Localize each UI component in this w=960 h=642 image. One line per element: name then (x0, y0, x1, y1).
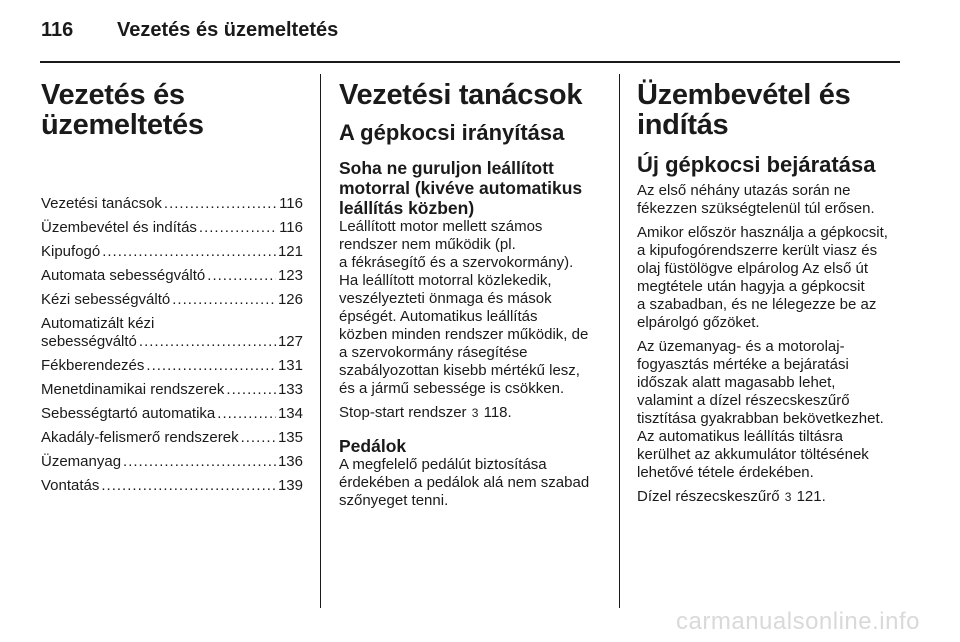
page-header (41, 14, 338, 46)
paragraph: Az első néhány utazás során ne fékezzen szükségtelenül túl erősen. (637, 182, 875, 217)
table-of-contents (41, 195, 303, 495)
subsection-heading: Új gépkocsi bejáratása (637, 152, 876, 177)
section-heading: Üzembevétel és indítás (637, 79, 851, 141)
section-heading: Vezetési tanácsok (339, 79, 583, 111)
startup-column (637, 80, 903, 506)
chapter-column (41, 80, 303, 501)
driving-tips-column (339, 80, 604, 510)
toc-item[interactable]: Üzembevétel és indítás ..... 116 (41, 219, 303, 237)
toc-item[interactable]: Kipufogó ..... 121 (41, 243, 303, 261)
topic-heading: Soha ne guruljon leállított motorral (kivéve automatikus leállítás közben) (339, 158, 583, 218)
toc-item[interactable]: Automata sebességváltó ..... 123 (41, 267, 303, 285)
toc-item[interactable]: Kézi sebességváltó ..... 126 (41, 291, 303, 309)
toc-item[interactable]: Vontatás ..... 139 (41, 477, 303, 495)
column-divider-2 (619, 74, 620, 608)
toc-item[interactable]: Sebességtartó automatika ..... 134 (41, 405, 303, 423)
toc-item[interactable]: Akadály-felismerő rendszerek ..... 135 (41, 429, 303, 447)
page-number: 116 (41, 18, 74, 41)
toc-item[interactable]: Üzemanyag ..... 136 (41, 453, 303, 471)
toc-item[interactable]: Fékberendezés ..... 131 (41, 357, 303, 375)
section-title: Vezetés és üzemeltetés (117, 18, 339, 41)
watermark: carmanualsonline.info (676, 608, 920, 635)
cross-reference[interactable]: Dízel részecskeszűrő 3 121. (637, 488, 826, 505)
header-divider (40, 61, 900, 63)
cross-reference[interactable]: Stop-start rendszer 3 118. (339, 404, 512, 421)
paragraph: Az üzemanyag- és a motorolaj- fogyasztás mértéke a bejáratási időszak alatt magasabb lehet, valamint a dízel részecskeszűrő tisztítása gyakrabban bekövetkezhet. Az automatikus leállítás tiltásra kerülhet az akkumulátor töltésének lehetővé tétele érdekében. (637, 338, 884, 481)
chapter-title: Vezetés és üzemeltetés (41, 79, 204, 141)
paragraph: Leállított motor mellett számos rendszer nem működik (pl. a fékrásegítő és a szervokormány). Ha leállított motorral közlekedik, veszélyezteti önmaga és mások épségét. Automatikus leállítás közben minden rendszer működik, de a szervokormány rásegítése szabályozottan kisebb mértékű lesz, és a jármű sebessége is csökken. (339, 218, 589, 397)
toc-item[interactable]: Automatizált kézi sebességváltó ..... 127 (41, 315, 303, 351)
page-ref-arrow-icon: 3 (471, 406, 479, 420)
subsection-heading: A gépkocsi irányítása (339, 120, 565, 145)
paragraph: A megfelelő pedálút biztosítása érdekében a pedálok alá nem szabad szőnyeget tenni. (339, 456, 590, 509)
topic-heading: Pedálok (339, 436, 407, 456)
column-divider-1 (320, 74, 321, 608)
toc-item[interactable]: Menetdinamikai rendszerek ..... 133 (41, 381, 303, 399)
page-ref-arrow-icon: 3 (784, 490, 792, 504)
paragraph: Amikor először használja a gépkocsit, a kipufogórendszerre került viasz és olaj füstölögve elpárolog Az első út megtétele után hagyja a gépkocsit a szabadban, és ne lélegezze be az elpárolgó gőzöket. (637, 224, 888, 331)
toc-item[interactable]: Vezetési tanácsok ..... 116 (41, 195, 303, 213)
